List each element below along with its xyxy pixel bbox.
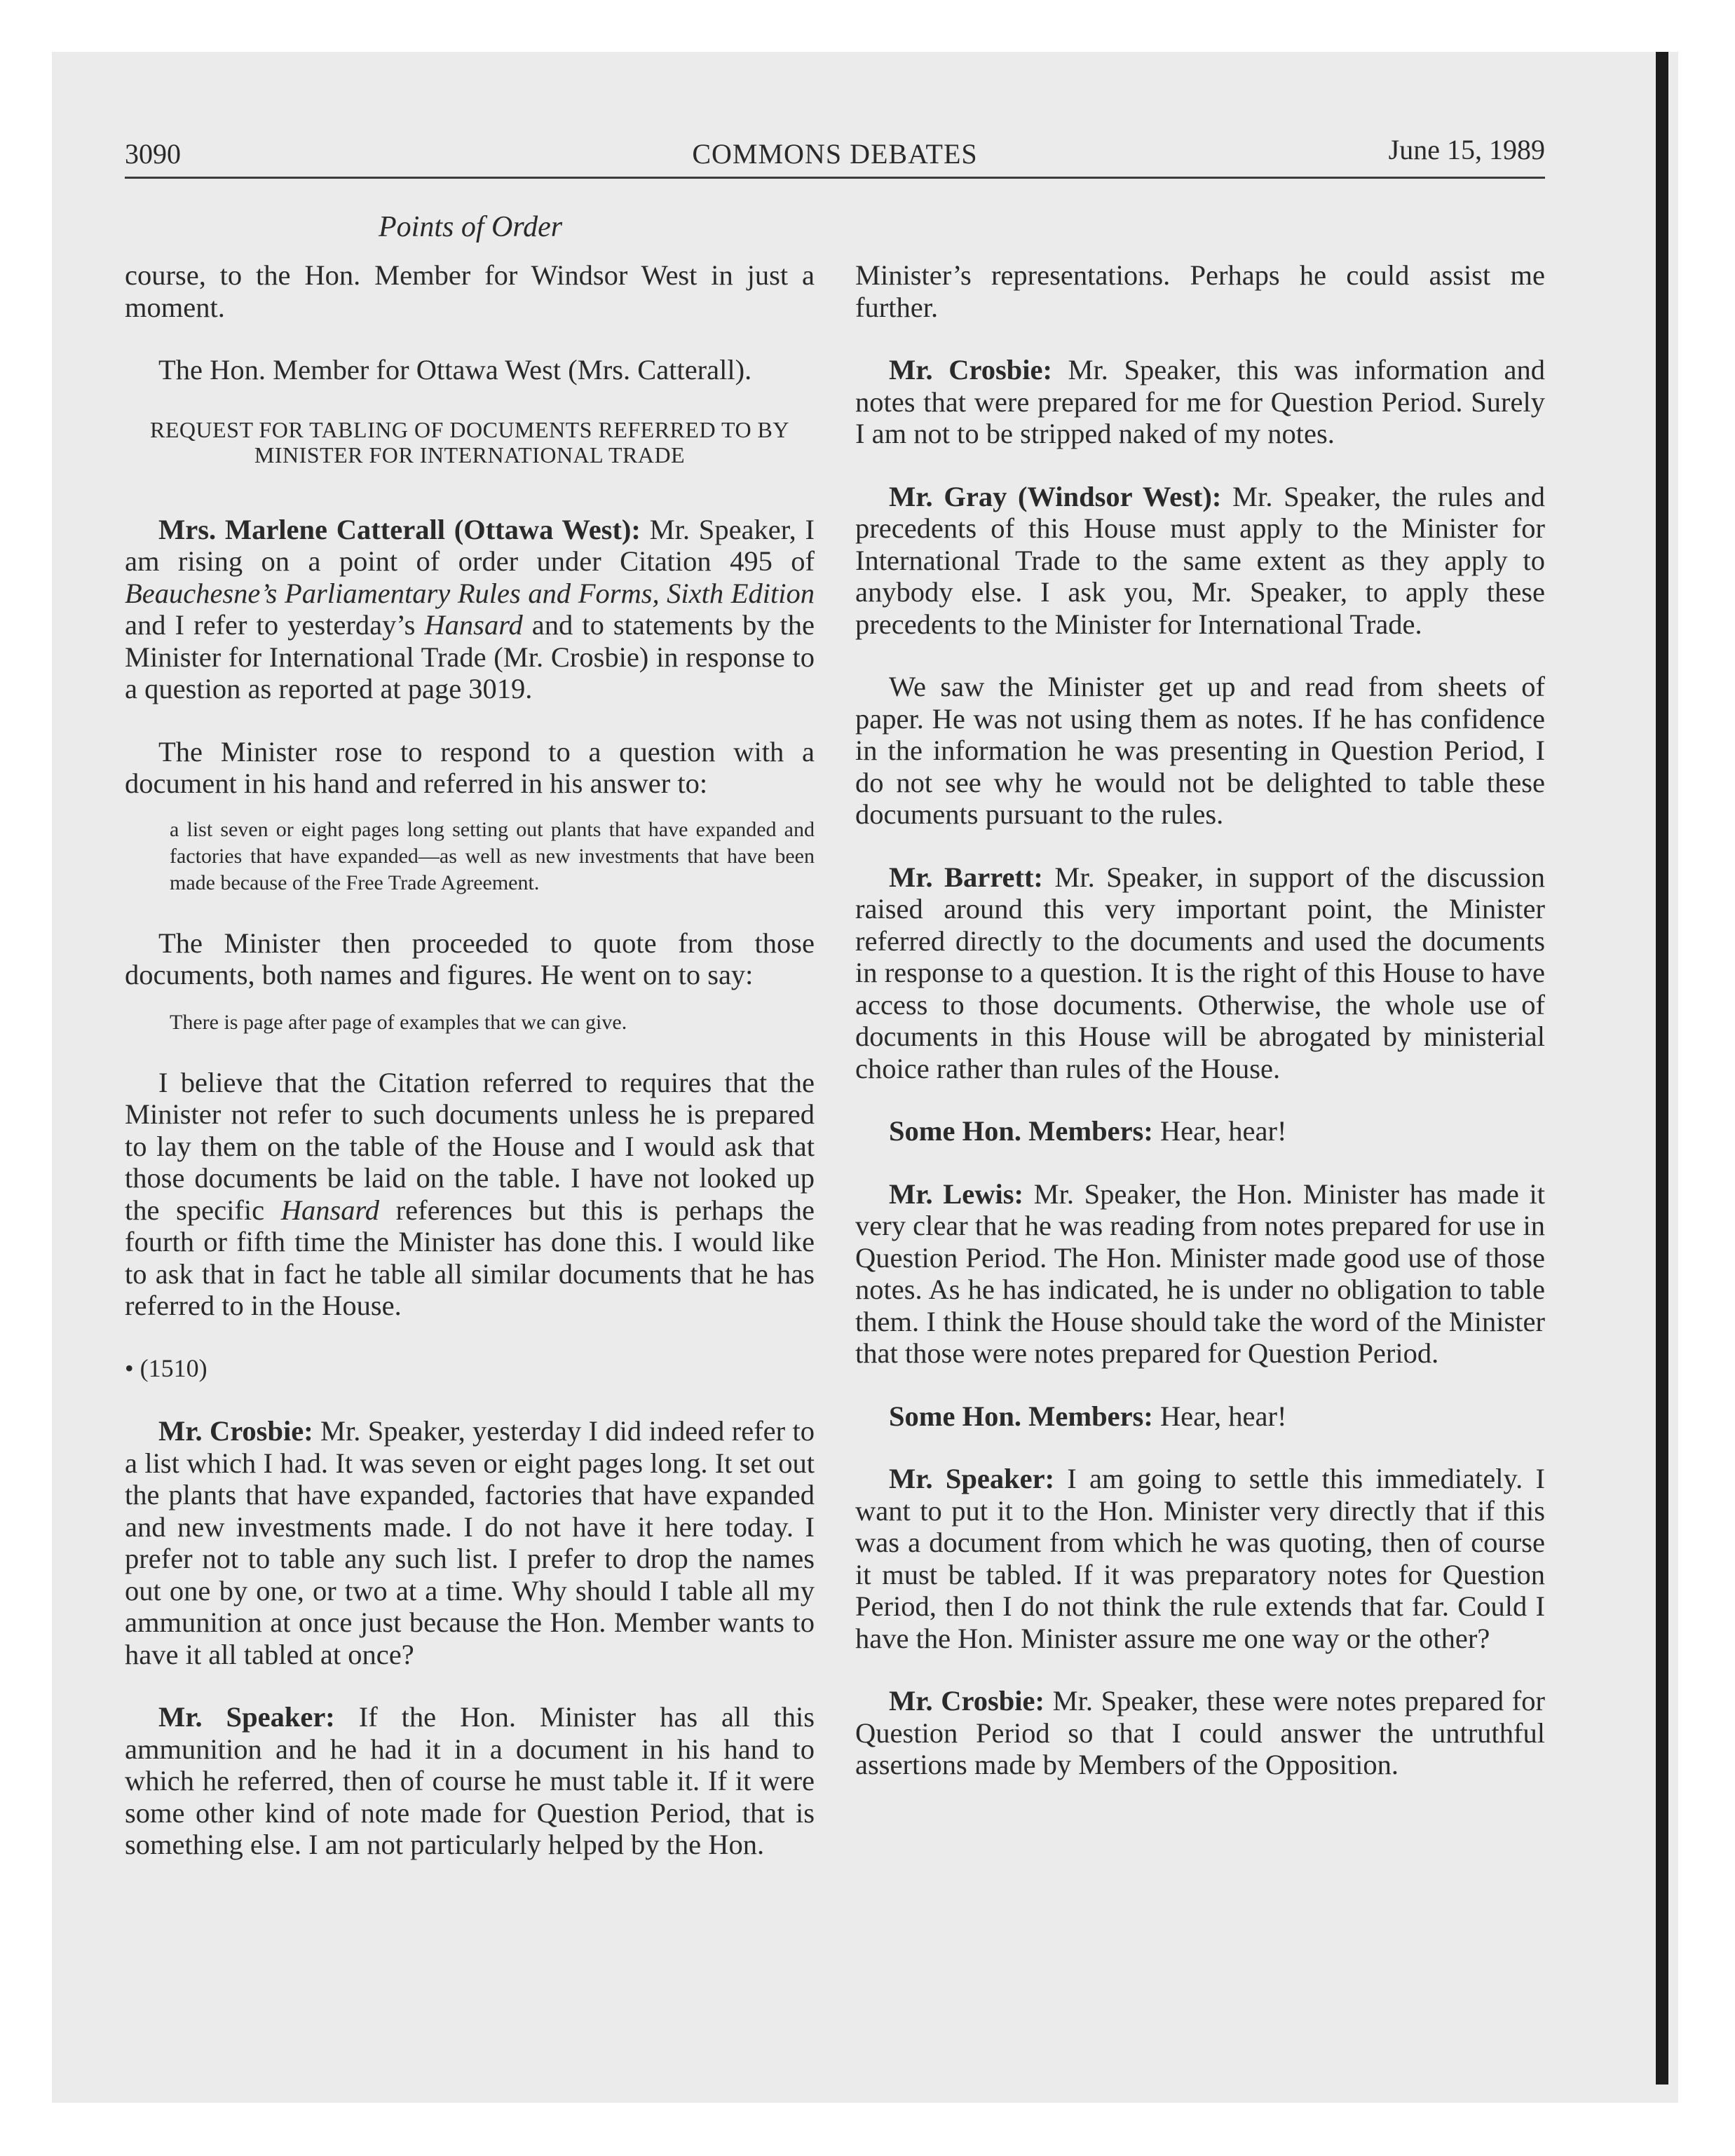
hansard-ref: Hansard xyxy=(280,1194,379,1226)
block-quote: There is page after page of examples that we can give. xyxy=(170,1010,627,1034)
paragraph: Mr. Crosbie: Mr. Speaker, this was information and notes that were prepared for me for Question Period. Surely I am not to be stripped naked of my notes. xyxy=(855,354,1546,449)
page-edge-shadow xyxy=(1656,52,1668,2085)
block-quote: a list seven or eight pages long setting out plants that have expanded and factories that have expanded—as well as new investments that have been made because of the Free Trade Agreement. xyxy=(170,817,815,894)
speaker-name: Mrs. Marlene Catterall (Ottawa West): xyxy=(158,513,641,545)
paragraph: Some Hon. Members: Hear, hear! xyxy=(889,1400,1287,1432)
paragraph: Mr. Crosbie: Mr. Speaker, these were notes prepared for Question Period so that I could answer the untruthful assertions made by Members of the Opposition. xyxy=(855,1685,1545,1780)
citation-title: Beauchesne’s Parliamentary Rules and Forms, Sixth Edition xyxy=(125,577,815,609)
speaker-name: Mr. Crosbie: xyxy=(889,1685,1045,1717)
paragraph: Mr. Speaker: I am going to settle this immediately. I want to put it to the Hon. Minister very directly that if this was a document from which he was quoting, then of course it must be tabled. If it was preparatory notes for Question Period, then I do not think the rule extends that far. Could I have the Hon. Minister assure me one way or the other? xyxy=(855,1463,1545,1654)
paragraph: Some Hon. Members: Hear, hear! xyxy=(889,1115,1287,1147)
section-heading: Points of Order xyxy=(379,211,563,243)
speaker-name: Mr. Barrett: xyxy=(889,861,1043,893)
paragraph: Minister’s representations. Perhaps he could assist me further. xyxy=(855,259,1545,323)
speaker-name: Mr. Speaker: xyxy=(889,1463,1055,1494)
speaker-name: Mr. Gray (Windsor West): xyxy=(889,480,1222,512)
right-column xyxy=(855,259,1545,1812)
paragraph: Mr. Speaker: If the Hon. Minister has all this ammunition and he had it in a document in his hand to which he referred, then of course he must table it. If it were some other kind of note made for Question Period, that is something else. I am not particularly helped by the Hon. xyxy=(125,1701,815,1860)
paragraph: The Hon. Member for Ottawa West (Mrs. Catterall). xyxy=(158,354,752,386)
speaker-name: Mr. Crosbie: xyxy=(158,1415,313,1447)
paragraph: course, to the Hon. Member for Windsor West in just a moment. xyxy=(125,259,815,323)
subheading: REQUEST FOR TABLING OF DOCUMENTS REFERRED TO BY MINISTER FOR INTERNATIONAL TRADE xyxy=(149,416,789,468)
header-date: June 15, 1989 xyxy=(1388,134,1545,165)
speaker-name: Mr. Crosbie: xyxy=(889,354,1052,386)
page-header xyxy=(125,133,1545,175)
speaker-name: Some Hon. Members: xyxy=(889,1115,1153,1147)
header-rule xyxy=(125,177,1545,179)
paragraph: I believe that the Citation referred to requires that the Minister not refer to such documents unless he is prepared to lay them on the table of the House and I would ask that those documents be laid on the table. I have not looked up the specific Hansard references but this is perhaps the fourth or fifth time the Minister has done this. I would like to ask that in fact he table all similar documents that he has referred to in the House. xyxy=(125,1066,815,1321)
paragraph: Mr. Barrett: Mr. Speaker, in support of the discussion raised around this very important point, the Minister referred directly to the documents and used the documents in response to a question. It is the right of this House to have access to those documents. Otherwise, the whole use of documents in this House will be abrogated by ministerial choice rather than rules of the House. xyxy=(855,861,1546,1084)
paragraph: The Minister then proceeded to quote from those documents, both names and figures. He went on to say: xyxy=(125,927,815,990)
speaker-name: Mr. Lewis: xyxy=(889,1178,1023,1210)
left-column xyxy=(125,259,815,1892)
running-head: COMMONS DEBATES xyxy=(692,138,978,170)
page-number: 3090 xyxy=(125,138,181,170)
hansard-ref: Hansard xyxy=(424,609,523,641)
paragraph: Mr. Lewis: Mr. Speaker, the Hon. Minister has made it very clear that he was reading from notes prepared for use in Question Period. The Hon. Minister made good use of those notes. As he has indicated, he is under no obligation to table them. I think the House should take the word of the Minister that those were notes prepared for Question Period. xyxy=(855,1178,1545,1369)
paragraph: Mr. Crosbie: Mr. Speaker, yesterday I did indeed refer to a list which I had. It was seven or eight pages long. It set out the plants that have expanded, factories that have expanded and new investments made. I do not have it here today. I prefer not to table any such list. I prefer to drop the names out one by one, or two at a time. Why should I table all my ammunition at once just because the Hon. Member wants to have it all tabled at once? xyxy=(125,1415,815,1670)
time-marker: • (1510) xyxy=(125,1353,207,1382)
paragraph: Mrs. Marlene Catterall (Ottawa West): Mr. Speaker, I am rising on a point of order under Citation 495 of Beauchesne’s Parliamentary Rules and Forms, Sixth Edition and I refer to yesterday’s Hansard and to statements by the Minister for International Trade (Mr. Crosbie) in response to a question as reported at page 3019. xyxy=(125,513,815,704)
speaker-name: Mr. Speaker: xyxy=(158,1701,335,1733)
paragraph: We saw the Minister get up and read from sheets of paper. He was not using them as notes. If he has confidence in the information he was presenting in Question Period, I do not see why he would not be delighted to table these documents pursuant to the rules. xyxy=(855,671,1545,830)
speaker-name: Some Hon. Members: xyxy=(889,1400,1153,1432)
paragraph: Mr. Gray (Windsor West): Mr. Speaker, the rules and precedents of this House must apply to the Minister for International Trade to the same extent as they apply to anybody else. I ask you, Mr. Speaker, to apply these precedents to the Minister for International Trade. xyxy=(855,480,1545,640)
paragraph: The Minister rose to respond to a question with a document in his hand and referred in his answer to: xyxy=(125,735,815,799)
